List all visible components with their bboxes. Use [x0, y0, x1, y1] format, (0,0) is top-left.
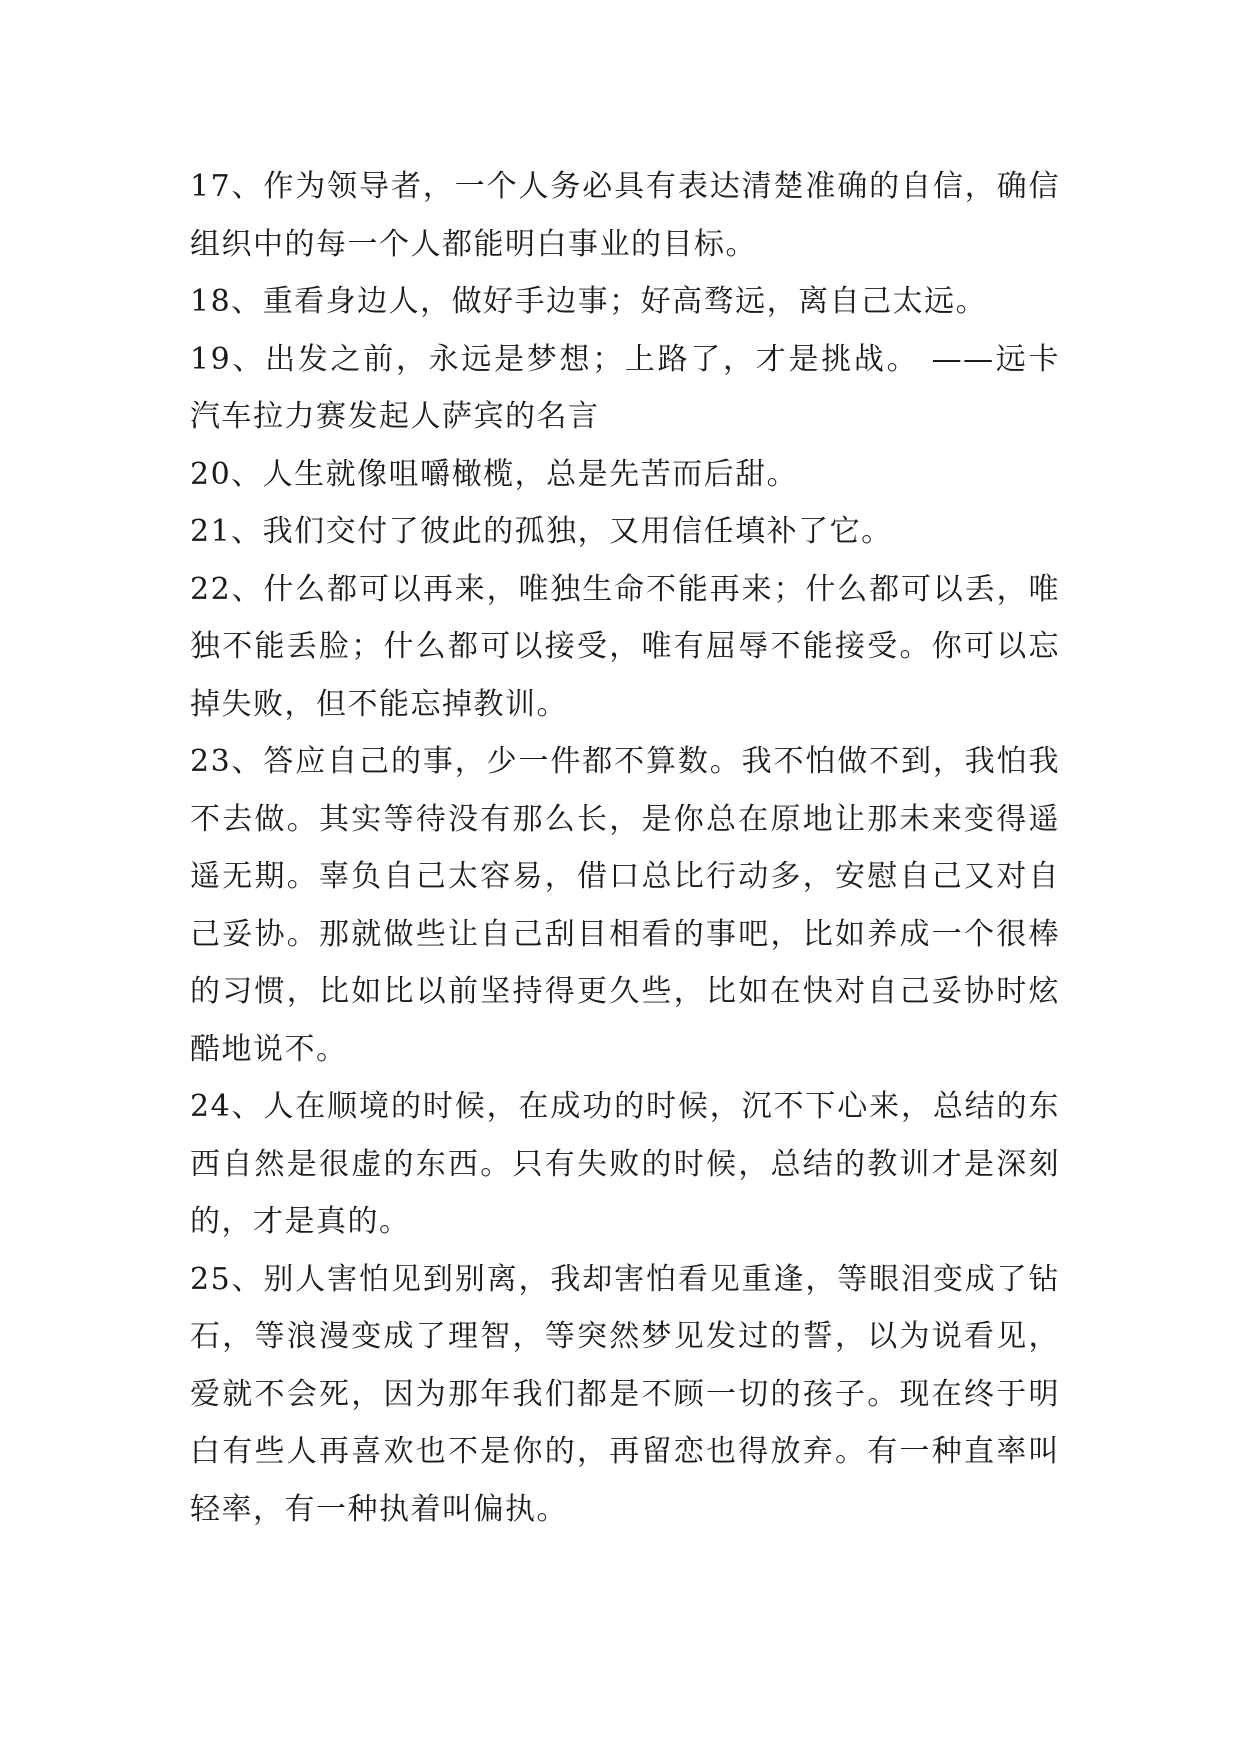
quote-paragraph-18: 18、重看身边人，做好手边事；好高骛远，离自己太远。 [190, 284, 988, 319]
quote-paragraph-21: 21、我们交付了彼此的孤独，又用信任填补了它。 [190, 514, 893, 549]
quote-paragraph-22: 22、什么都可以再来，唯独生命不能再来；什么都可以丢，唯独不能丢脸；什么都可以接受，唯有屈辱不能接受。你可以忘掉失败，但不能忘掉教训。 [190, 571, 1060, 722]
quote-paragraph-23: 23、答应自己的事，少一件都不算数。我不怕做不到，我怕我不去做。其实等待没有那么长，是你总在原地让那未来变得遥遥无期。辜负自己太容易，借口总比行动多，安慰自己又对自己妥协。那就做些让自己刮目相看的事吧，比如养成一个很棒的习惯，比如比以前坚持得更久些，比如在快对自己妥协时炫酷地说不。 [190, 744, 1060, 1067]
quote-paragraph-17: 17、作为领导者，一个人务必具有表达清楚准确的自信，确信组织中的每一个人都能明白事业的目标。 [190, 169, 1060, 262]
quote-paragraph-24: 24、人在顺境的时候，在成功的时候，沉不下心来，总结的东西自然是很虚的东西。只有失败的时候，总结的教训才是深刻的，才是真的。 [190, 1089, 1060, 1239]
quote-paragraph-19: 19、出发之前，永远是梦想；上路了，才是挑战。 ——远卡汽车拉力赛发起人萨宾的名言 [190, 341, 1060, 434]
document-body [190, 158, 1060, 1538]
quote-paragraph-25: 25、别人害怕见到别离，我却害怕看见重逢，等眼泪变成了钻石，等浪漫变成了理智，等突然梦见发过的誓，以为说看见，爱就不会死，因为那年我们都是不顾一切的孩子。现在终于明白有些人再喜欢也不是你的，再留恋也得放弃。有一种直率叫轻率，有一种执着叫偏执。 [190, 1261, 1060, 1527]
quote-paragraph-20: 20、人生就像咀嚼橄榄，总是先苦而后甜。 [190, 456, 799, 492]
